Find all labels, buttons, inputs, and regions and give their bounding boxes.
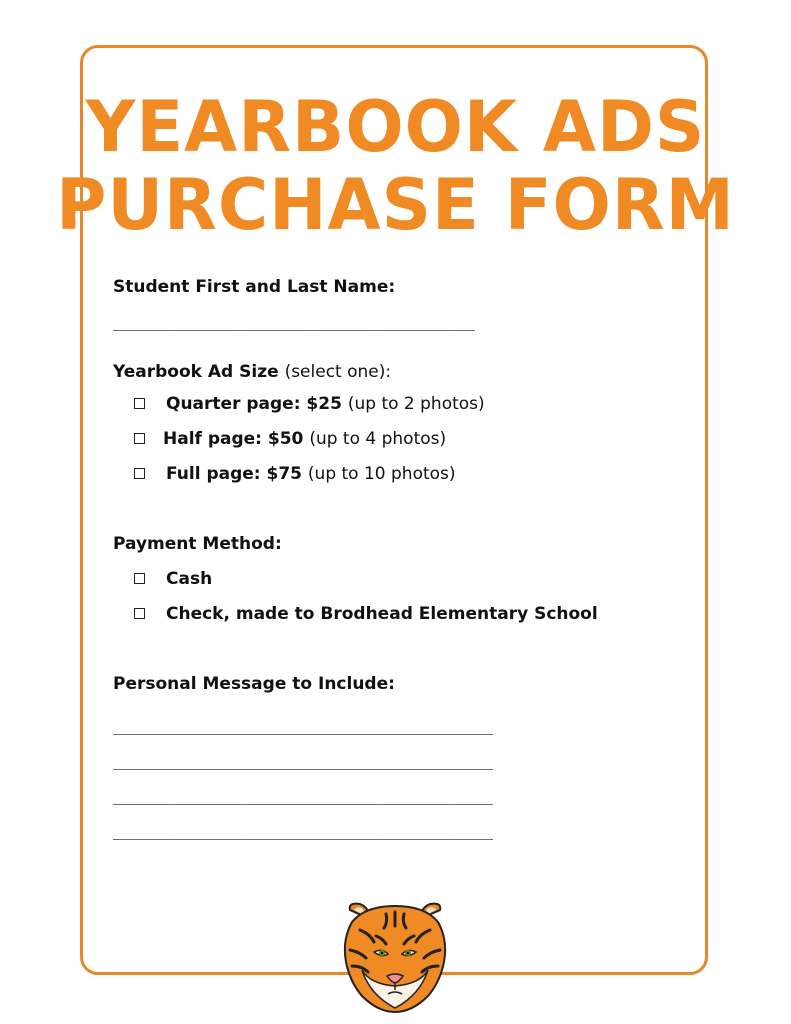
message-line-1[interactable]: __________________________________________ <box>113 716 493 735</box>
form-title <box>8 88 783 244</box>
ad-size-label-main: Yearbook Ad Size <box>113 362 279 382</box>
payment-method-label: Payment Method: <box>113 534 282 554</box>
full-page-checkbox[interactable] <box>134 468 145 479</box>
check-checkbox[interactable] <box>134 608 145 619</box>
cash-checkbox[interactable] <box>134 573 145 584</box>
cash-option-label: Cash <box>166 569 213 589</box>
quarter-page-note: (up to 2 photos) <box>347 394 485 414</box>
student-name-label: Student First and Last Name: <box>113 277 396 297</box>
ad-size-label-note: (select one): <box>284 362 392 382</box>
half-page-label: Half page: $50 <box>163 429 304 449</box>
tiger-head-icon <box>340 900 450 1015</box>
title-line-1: YEARBOOK ADS <box>85 86 706 168</box>
quarter-page-checkbox[interactable] <box>134 398 145 409</box>
message-line-4[interactable]: __________________________________________ <box>113 821 493 840</box>
quarter-page-label: Quarter page: $25 <box>166 394 342 414</box>
ad-size-label <box>113 362 391 382</box>
message-line-2[interactable]: __________________________________________ <box>113 751 493 770</box>
half-page-option <box>163 429 446 449</box>
title-line-2: PURCHASE FORM <box>56 164 735 246</box>
check-option-label: Check, made to Brodhead Elementary School <box>166 604 598 624</box>
quarter-page-option <box>166 394 485 414</box>
full-page-note: (up to 10 photos) <box>307 464 456 484</box>
student-name-blank[interactable]: ________________________________________ <box>113 312 475 331</box>
half-page-checkbox[interactable] <box>134 433 145 444</box>
half-page-note: (up to 4 photos) <box>309 429 447 449</box>
message-line-3[interactable]: __________________________________________ <box>113 786 493 805</box>
full-page-label: Full page: $75 <box>166 464 302 484</box>
full-page-option <box>166 464 456 484</box>
personal-message-label: Personal Message to Include: <box>113 674 395 694</box>
